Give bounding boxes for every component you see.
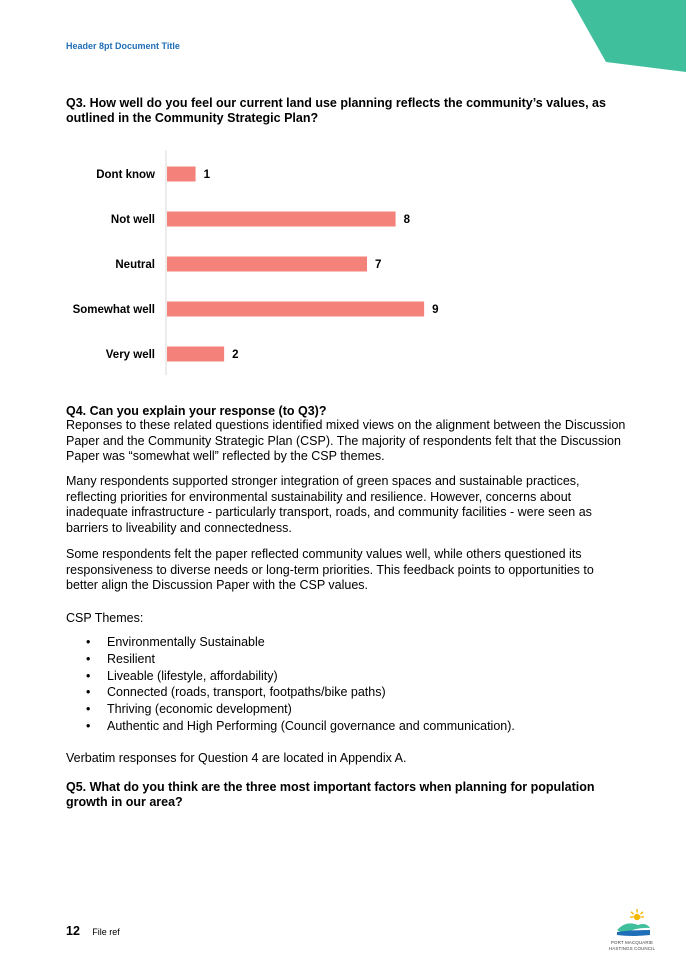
category-label: Somewhat well: [72, 304, 155, 316]
page-number: 12: [66, 924, 80, 938]
council-logo-text: [604, 940, 660, 951]
question-4-heading: Q4. Can you explain your response (to Q3)?: [66, 404, 327, 418]
category-label: Very well: [105, 349, 155, 361]
csp-themes-label: CSP Themes:: [66, 611, 144, 625]
category-label: Neutral: [115, 259, 155, 271]
corner-accent-shape: [566, 0, 686, 100]
category-label: Not well: [110, 214, 155, 226]
data-label: 1: [203, 169, 210, 181]
bar: [167, 257, 367, 272]
bar: [167, 212, 396, 227]
list-item: • Thriving (economic development): [86, 701, 515, 718]
data-label: 7: [375, 259, 382, 271]
bar: [167, 167, 196, 182]
data-label: 2: [232, 349, 239, 361]
csp-themes-list: [86, 634, 515, 735]
q4-paragraph-2: Many respondents supported stronger integration of green spaces and sustainable practices, reflecting priorities for environmental sustainability and resilience. However, concerns about inadequate infrastructure - particularly transport, roads, and community facilities - were seen as barriers to liveability and connectedness.: [66, 474, 592, 535]
list-item: • Liveable (lifestyle, affordability): [86, 668, 515, 685]
question-3-heading: Q3. How well do you feel our current land use planning reflects the community’s values, as outlined in the Community Strategic Plan?: [66, 96, 606, 125]
page-footer: [66, 924, 120, 938]
list-item: • Connected (roads, transport, footpaths/bike paths): [86, 684, 515, 701]
category-label: Dont know: [96, 169, 155, 181]
bar: [167, 302, 424, 317]
q3-bar-chart: [60, 150, 480, 380]
logo-text-line-1: PORT MACQUARIE: [610, 940, 654, 945]
file-ref: File ref: [92, 927, 120, 937]
list-item: • Resilient: [86, 651, 515, 668]
list-item: • Environmentally Sustainable: [86, 634, 515, 651]
logo-text-line-2: HASTINGS COUNCIL: [608, 945, 656, 951]
bar: [167, 347, 224, 362]
question-5-heading: Q5. What do you think are the three most important factors when planning for population growth in our area?: [66, 780, 595, 809]
list-item: • Authentic and High Performing (Council governance and communication).: [86, 718, 515, 735]
verbatim-note: Verbatim responses for Question 4 are located in Appendix A.: [66, 751, 407, 765]
q4-paragraph-3: Some respondents felt the paper reflected community values well, while others questioned its responsiveness to diverse needs or long-term priorities. This feedback points to opportunities to better align the Discussion Paper with the CSP values.: [66, 547, 594, 592]
data-label: 8: [403, 214, 410, 226]
q4-paragraph-1: Reponses to these related questions identified mixed views on the alignment between the Discussion Paper and the Community Strategic Plan (CSP). The majority of respondents felt that the Discussion Paper was “somewhat well” reflected by the CSP themes.: [66, 418, 626, 463]
header-document-title: Header 8pt Document Title: [66, 41, 180, 51]
data-label: 9: [432, 304, 439, 316]
